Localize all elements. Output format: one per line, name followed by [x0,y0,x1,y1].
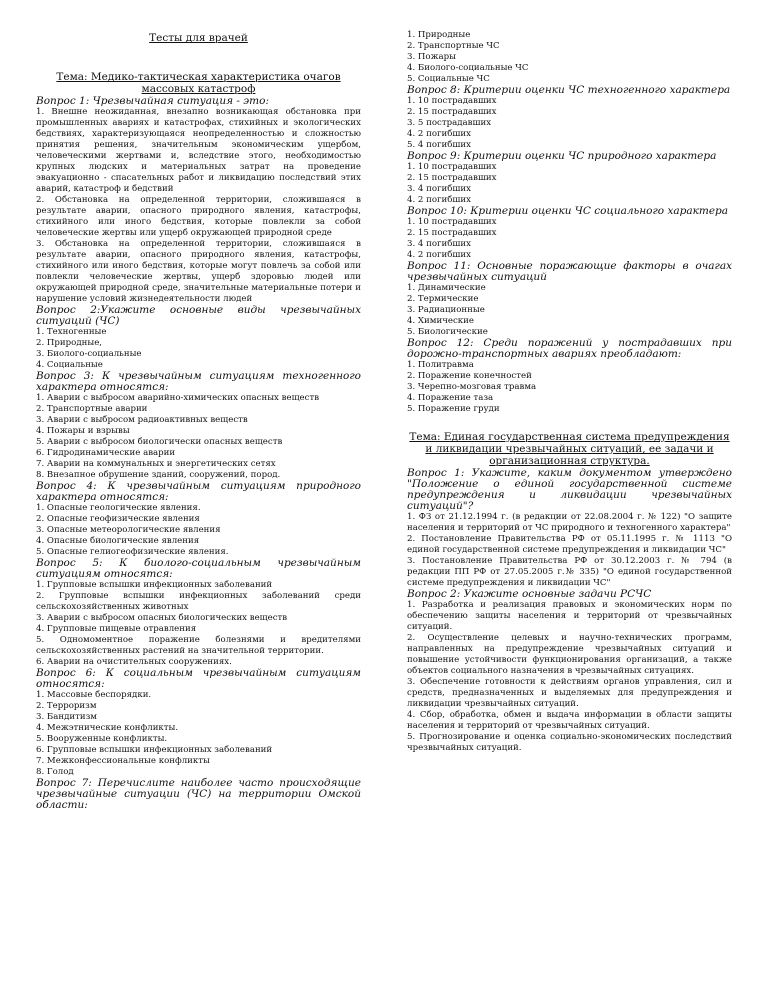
answer-option: 4. Пожары и взрывы [36,426,130,436]
answer-option: 4. 2 погибших [407,195,471,205]
answer-option: 3. Бандитизм [36,712,97,722]
answer-option: 3. Биолого-социальные [36,349,142,359]
answer-option: 3. Радиационные [407,305,485,315]
answer-option: 2. Обстановка на определенной территории, сложившаяся в результате аварии, опасного природного явления, катастрофы, стихийного или иного бедствия, которые повлекли за собой человеческие жертвы или ущерб окружающей природной среде [36,195,361,238]
question-heading: Вопрос 12: Среди поражений у пострадавших при дорожно-транспортных авариях преобладают: [407,337,732,360]
answer-option: 4. Сбор, обработка, обмен и выдача информации в области защиты населения и территорий от чрезвычайных ситуаций. [407,710,732,731]
answer-option: 1. Динамические [407,283,486,293]
question-heading: Вопрос 3: К чрезвычайным ситуациям техногенного характера относятся: [36,370,361,393]
answer-option: 4. Межэтнические конфликты. [36,723,179,733]
answer-option: 2. Опасные геофизические явления [36,514,200,524]
answer-option: 2. 15 пострадавших [407,228,497,238]
question-heading: Вопрос 2:Укажите основные виды чрезвычайных ситуаций (ЧС) [36,304,361,327]
answer-option: 3. Обеспечение готовности к действиям органов управления, сил и средств, предназначенных и выделяемых для предупреждения и ликвидации чрезвычайных ситуаций. [407,677,732,709]
answer-option: 8. Внезапное обрушение зданий, сооружений, пород. [36,470,281,480]
answer-option: 5. Вооруженные конфликты. [36,734,168,744]
answer-option: 2. Осуществление целевых и научно-технических программ, направленных на предупреждение чрезвычайных ситуаций и повышение устойчивости функционирования организаций, а также объектов социального назначения в чрезвычайных ситуациях. [407,633,732,676]
question-heading: Вопрос 4: К чрезвычайным ситуациям природного характера относятся: [36,480,361,503]
answer-option: 2. Терроризм [36,701,97,711]
question-heading: Вопрос 2: Укажите основные задачи РСЧС [407,588,652,600]
answer-option: 2. Термические [407,294,479,304]
question-heading: Вопрос 8: Критерии оценки ЧС техногенного характера [407,84,731,96]
answer-option: 3. 5 пострадавших [407,118,492,128]
answer-option: 4. Поражение таза [407,393,494,403]
answer-option: 1. Опасные геологические явления. [36,503,201,513]
answer-option: 4. Опасные биологические явления [36,536,200,546]
answer-option: 5. Поражение груди [407,404,500,414]
answer-option: 1. 10 пострадавших [407,162,497,172]
answer-option: 2. Транспортные аварии [36,404,148,414]
answer-option: 3. Пожары [407,52,456,62]
answer-option: 4. Биолого-социальные ЧС [407,63,529,73]
answer-option: 1. Аварии с выбросом аварийно-химических опасных веществ [36,393,320,403]
answer-option: 6. Групповые вспышки инфекционных заболеваний [36,745,273,755]
answer-option: 6. Гидродинамические аварии [36,448,176,458]
answer-option: 3. Аварии с выбросом радиоактивных веществ [36,415,248,425]
answer-option: 2. Постановление Правительства РФ от 05.11.1995 г. № 1113 "О единой государственной системе предупреждения и ликвидации ЧС" [407,534,732,555]
answer-option: 4. Химические [407,316,474,326]
answer-option: 1. Природные [407,30,471,40]
answer-option: 2. Поражение конечностей [407,371,532,381]
topic-heading: Тема: Единая государственная система предупреждения и ликвидации чрезвычайных ситуаций, ее задачи и организационная структура. [409,431,730,467]
answer-option: 1. ФЗ от 21.12.1994 г. (в редакции от 22.08.2004 г. № 122) "О защите населения и территорий от ЧС природного и техногенного характера" [407,512,732,533]
answer-option: 5. Аварии с выбросом биологически опасных веществ [36,437,283,447]
answer-option: 5. Биологические [407,327,488,337]
answer-option: 1. 10 пострадавших [407,217,497,227]
answer-option: 5. Прогнозирование и оценка социально-экономических последствий чрезвычайных ситуаций. [407,732,732,753]
topic-heading: Тема: Медико-тактическая характеристика очагов массовых катастроф [56,71,341,95]
answer-option: 1. Внешне неожиданная, внезапно возникающая обстановка при промышленных авариях и катастрофах, стихийных и экологических бедствиях, характеризующаяся неопределенностью и сложностью принятия решения, значительным экономическим ущербом, человеческими жертвами и, вследствие этого, необходимостью крупных людских и материальных затрат на проведение эвакуационно - спасательных работ и ликвидацию последствий этих аварий, катастроф и бедствий [36,107,361,194]
answer-option: 3. 4 погибших [407,184,471,194]
answer-option: 8. Голод [36,767,74,777]
answer-option: 5. 4 погибших [407,140,471,150]
answer-option: 4. Социальные [36,360,103,370]
answer-option: 5. Одномоментное поражение болезнями и вредителями сельскохозяйственных растений на значительной территории. [36,635,361,656]
answer-option: 3. Обстановка на определенной территории, сложившаяся в результате аварии, опасного природного явления, катастрофы, стихийного или иного бедствия, которые могут повлечь за собой или повлекли человеческие жертвы, ущерб здоровью людей или окружающей природной среде, значительные материальные потери и нарушение условий жизнедеятельности людей [36,239,361,304]
answer-option: 5. Социальные ЧС [407,74,490,84]
question-heading: Вопрос 9: Критерии оценки ЧС природного характера [407,150,717,162]
answer-option: 2. Групповые вспышки инфекционных заболеваний среди сельскохозяйственных животных [36,591,361,612]
answer-option: 4. 2 погибших [407,129,471,139]
right-column [407,0,732,754]
answer-option: 4. 2 погибших [407,250,471,260]
left-column-body [36,71,361,811]
answer-option: 6. Аварии на очистительных сооружениях. [36,657,232,667]
answer-option: 4. Групповые пищевые отравления [36,624,197,634]
question-heading: Вопрос 10: Критерии оценки ЧС социального характера [407,205,729,217]
document-title: Тесты для врачей [149,32,248,44]
right-column-body [407,30,732,754]
answer-option: 1. Разработка и реализация правовых и экономических норм по обеспечению защиты населения и территорий от чрезвычайных ситуаций. [407,600,732,632]
answer-option: 3. 4 погибших [407,239,471,249]
question-heading: Вопрос 1: Чрезвычайная ситуация - это: [36,95,269,107]
answer-option: 2. 15 пострадавших [407,107,497,117]
left-column [36,0,361,811]
answer-option: 2. Транспортные ЧС [407,41,500,51]
answer-option: 3. Опасные метеорологические явления [36,525,221,535]
question-heading: Вопрос 11: Основные поражающие факторы в очагах чрезвычайных ситуаций [407,260,732,283]
answer-option: 1. Массовые беспорядки. [36,690,152,700]
answer-option: 7. Аварии на коммунальных и энергетических сетях [36,459,276,469]
answer-option: 3. Черепно-мозговая травма [407,382,537,392]
answer-option: 1. Групповые вспышки инфекционных заболеваний [36,580,273,590]
question-heading: Вопрос 7: Перечислите наиболее часто происходящие чрезвычайные ситуации (ЧС) на территории Омской области: [36,777,361,811]
answer-option: 7. Межконфессиональные конфликты [36,756,210,766]
answer-option: 5. Опасные гелиогеофизические явления. [36,547,229,557]
question-heading: Вопрос 1: Укажите, каким документом утверждено "Положение о единой государственной системе предупреждения и ликвидации чрезвычайных ситуаций"? [407,467,732,512]
answer-option: 1. Техногенные [36,327,107,337]
answer-option: 2. Природные, [36,338,103,348]
answer-option: 1. 10 пострадавших [407,96,497,106]
answer-option: 1. Политравма [407,360,474,370]
answer-option: 3. Аварии с выбросом опасных биологических веществ [36,613,288,623]
answer-option: 2. 15 пострадавших [407,173,497,183]
question-heading: Вопрос 5: К биолого-социальным чрезвычайным ситуациям относятся: [36,557,361,580]
question-heading: Вопрос 6: К социальным чрезвычайным ситуациям относятся: [36,667,361,690]
answer-option: 3. Постановление Правительства РФ от 30.12.2003 г. № 794 (в редакции ПП РФ от 27.05.2005 г.№ 335) "О единой государственной системе предупреждения и ликвидации ЧС" [407,556,732,588]
